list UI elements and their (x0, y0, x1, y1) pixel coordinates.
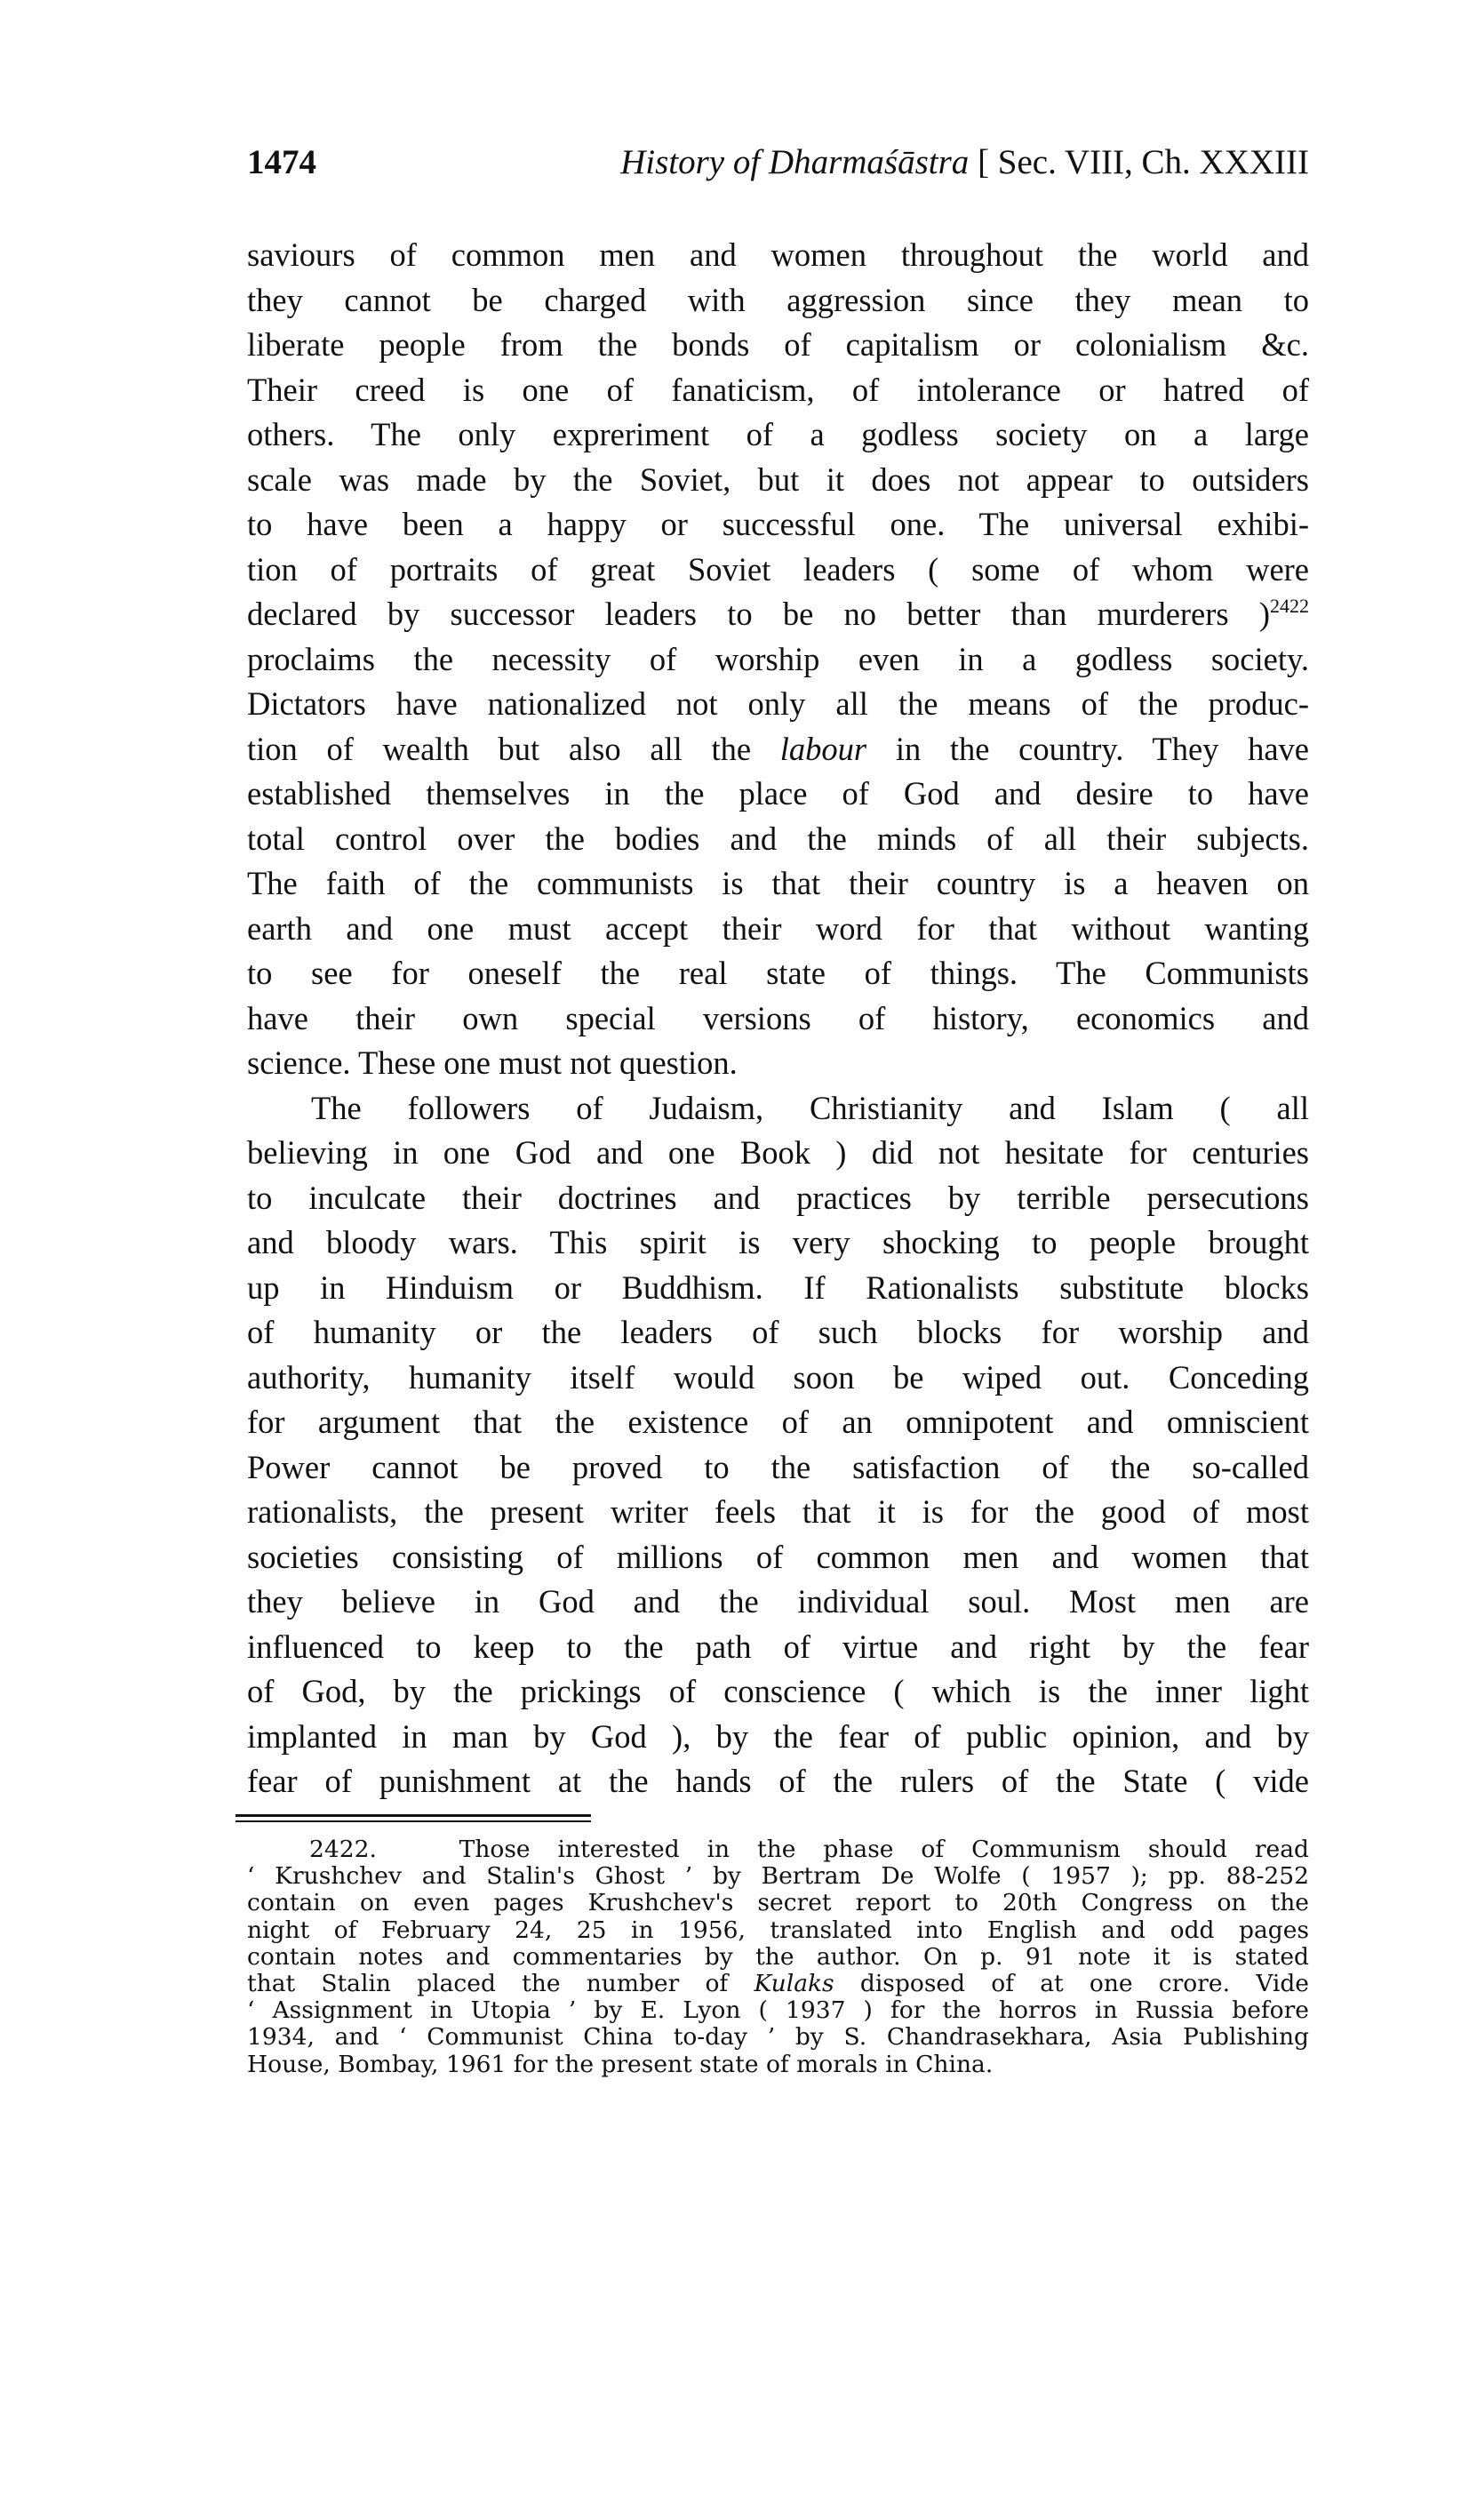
body-line: they believe in God and the individual soul. Most men are (247, 1583, 1309, 1620)
body-line-text: in the country. They have (895, 730, 1310, 767)
footnote-separator-rule (236, 1814, 591, 1817)
body-line: influenced to keep to the path of virtue and right by the fear (247, 1628, 1309, 1665)
body-line: up in Hinduism or Buddhism. If Rationalists substitute blocks (247, 1268, 1309, 1306)
body-line: scale was made by the Soviet, but it does not appear to outsiders (247, 460, 1309, 498)
body-line: for argument that the existence of an omnipotent and omniscient (247, 1404, 1309, 1440)
body-line: to have been a happy or successful one. The universal exhibi- (247, 506, 1309, 542)
footnote-line: House, Bombay, 1961 for the present state of morals in China. (247, 2050, 994, 2078)
paragraph-start-line: The followers of Judaism, Christianity and Islam ( all (311, 1089, 1309, 1126)
running-title (620, 140, 1309, 185)
body-line-text: tion of wealth but also all the (247, 730, 752, 767)
body-line: proclaims the necessity of worship even in a godless society. (247, 640, 1309, 677)
body-line: of humanity or the leaders of such blocks for worship and (247, 1314, 1309, 1350)
section-label: [ Sec. VIII, Ch. XXXIII (978, 143, 1309, 181)
body-line: of God, by the prickings of conscience ( which is the inner light (247, 1673, 1309, 1709)
body-line: and bloody wars. This spirit is very shocking to people brought (247, 1224, 1309, 1260)
body-line: total control over the bodies and the minds of all their subjects. (247, 820, 1309, 857)
footnote-line: contain notes and commentaries by the author. On p. 91 note it is stated (247, 1942, 1309, 1971)
page-number: 1474 (247, 143, 316, 181)
body-line: societies consisting of millions of common men and women that (247, 1538, 1309, 1575)
body-line: authority, humanity itself would soon be wiped out. Conceding (247, 1358, 1309, 1396)
body-line: science. These one must not question. (247, 1044, 738, 1081)
footnote-number: 2422. (309, 1836, 377, 1863)
body-line: implanted in man by God ), by the fear of public opinion, and by (247, 1717, 1309, 1755)
body-line: believing in one God and one Book ) did not hesitate for centuries (247, 1134, 1309, 1171)
body-line: to inculcate their doctrines and practices by terrible persecutions (247, 1179, 1309, 1216)
body-line: earth and one must accept their word for that without wanting (247, 909, 1309, 947)
footnote-reference[interactable]: 2422 (1270, 595, 1309, 617)
footnote-line: 1934, and ‘ Communist China to-day ’ by S. Chandrasekhara, Asia Publishing (247, 2023, 1309, 2052)
emphasis-word: Kulaks (754, 1969, 834, 1997)
footnote-line: ‘ Krushchev and Stalin's Ghost ’ by Bertram De Wolfe ( 1957 ); pp. 88-252 (247, 1862, 1309, 1891)
body-line: others. The only expreriment of a godless society on a large (247, 416, 1309, 452)
body-line-text: declared by successor leaders to be no better than murderers ) (247, 596, 1270, 632)
footnote-line: ‘ Assignment in Utopia ’ by E. Lyon ( 1937 ) for the horros in Russia before (247, 1996, 1309, 2025)
body-line: have their own special versions of history, economics and (247, 999, 1309, 1036)
body-line: liberate people from the bonds of capitalism or colonialism &c. (247, 326, 1309, 363)
body-line: fear of punishment at the hands of the rulers of the State ( vide (247, 1763, 1309, 1799)
footnote-line (247, 1971, 1309, 1997)
body-line: The faith of the communists is that their country is a heaven on (247, 865, 1309, 901)
body-line (247, 592, 1309, 637)
footnote-line: night of February 24, 25 in 1956, translated into English and odd pages (247, 1916, 1309, 1944)
footnote-line-text: that Stalin placed the number of (247, 1969, 729, 1997)
body-line: Power cannot be proved to the satisfaction of the so-called (247, 1448, 1309, 1485)
footnote-separator-rule (236, 1820, 591, 1822)
body-line: they cannot be charged with aggression since they mean to (247, 281, 1309, 318)
body-line: rationalists, the present writer feels that it is for the good of most (247, 1493, 1309, 1530)
footnote-2422 (247, 1836, 1309, 2078)
footnote-line: contain on even pages Krushchev's secret report to 20th Congress on the (247, 1889, 1309, 1917)
footnote-line-text: disposed of at one crore. Vide (859, 1969, 1309, 1997)
body-line: Their creed is one of fanaticism, of intolerance or hatred of (247, 371, 1309, 408)
body-line: established themselves in the place of God and desire to have (247, 775, 1309, 812)
body-line: Dictators have nationalized not only all the means of the produc- (247, 685, 1309, 722)
body-text (247, 233, 1309, 1804)
body-line: to see for oneself the real state of things. The Communists (247, 955, 1309, 991)
footnote-line (247, 1836, 1309, 1863)
footnote-line-text: Those interested in the phase of Communism should read (459, 1836, 1309, 1863)
body-line: saviours of common men and women throughout the world and (247, 236, 1309, 273)
body-line: tion of portraits of great Soviet leaders ( some of whom were (247, 550, 1309, 588)
running-head (247, 140, 1309, 185)
emphasis-word: labour (779, 730, 867, 767)
body-line (247, 727, 1309, 772)
book-title: History of Dharmaśāstra (620, 143, 970, 181)
